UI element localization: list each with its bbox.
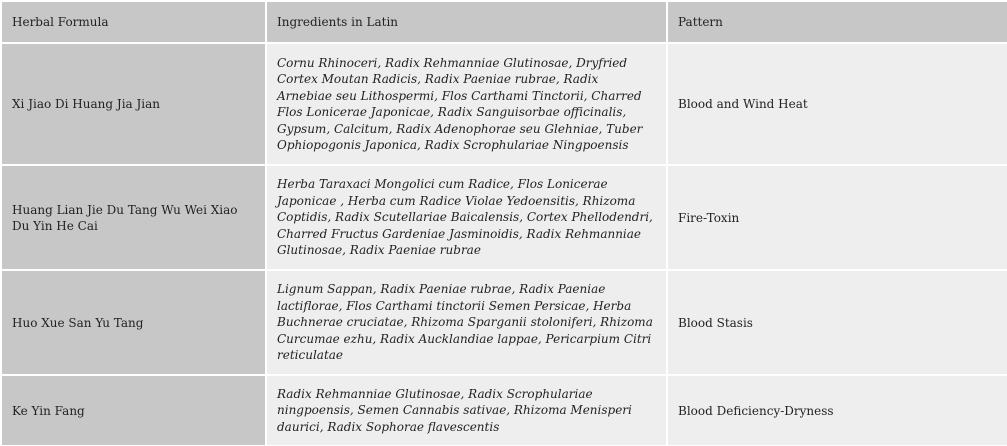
table-row (1, 165, 1007, 270)
pattern-cell: Blood and Wind Heat (667, 43, 1007, 165)
table-row (1, 270, 1007, 375)
pattern-cell: Blood Deficiency-Dryness (667, 375, 1007, 446)
header-ingredients-latin: Ingredients in Latin (266, 1, 667, 43)
table-body (1, 43, 1007, 446)
formula-cell: Huo Xue San Yu Tang (1, 270, 266, 375)
header-herbal-formula: Herbal Formula (1, 1, 266, 43)
formula-cell: Ke Yin Fang (1, 375, 266, 446)
ingredients-cell: Herba Taraxaci Mongolici cum Radice, Flos Lonicerae Japonicae , Herba cum Radice Violae Yedoensitis, Rhizoma Coptidis, Radix Scutellariae Baicalensis, Cortex Phellodendri, Charred Fructus Gardeniae Jasminoidis, Radix Rehmanniae Glutinosae, Radix Paeniae rubrae (266, 165, 667, 270)
table-row (1, 375, 1007, 446)
pattern-cell: Blood Stasis (667, 270, 1007, 375)
formula-cell: Huang Lian Jie Du Tang Wu Wei Xiao Du Yin He Cai (1, 165, 266, 270)
header-pattern: Pattern (667, 1, 1007, 43)
ingredients-cell: Cornu Rhinoceri, Radix Rehmanniae Glutinosae, Dryfried Cortex Moutan Radicis, Radix Paeniae rubrae, Radix Arnebiae seu Lithospermi, Flos Carthami Tinctorii, Charred Flos Lonicerae Japonicae, Radix Sanguisorbae officinalis, Gypsum, Calcitum, Radix Adenophorae seu Glehniae, Tuber Ophiopogonis Japonica, Radix Scrophulariae Ningpoensis (266, 43, 667, 165)
pattern-cell: Fire-Toxin (667, 165, 1007, 270)
table-header (1, 1, 1007, 43)
formula-cell: Xi Jiao Di Huang Jia Jian (1, 43, 266, 165)
table-row (1, 43, 1007, 165)
ingredients-cell: Radix Rehmanniae Glutinosae, Radix Scrophulariae ningpoensis, Semen Cannabis sativae, Rhizoma Menisperi daurici, Radix Sophorae flavescentis (266, 375, 667, 446)
ingredients-cell: Lignum Sappan, Radix Paeniae rubrae, Radix Paeniae lactiflorae, Flos Carthami tinctorii Semen Persicae, Herba Buchnerae cruciatae, Rhizoma Sparganii stoloniferi, Rhizoma Curcumae ezhu, Radix Aucklandiae lappae, Pericarpium Citri reticulatae (266, 270, 667, 375)
header-row (1, 1, 1007, 43)
